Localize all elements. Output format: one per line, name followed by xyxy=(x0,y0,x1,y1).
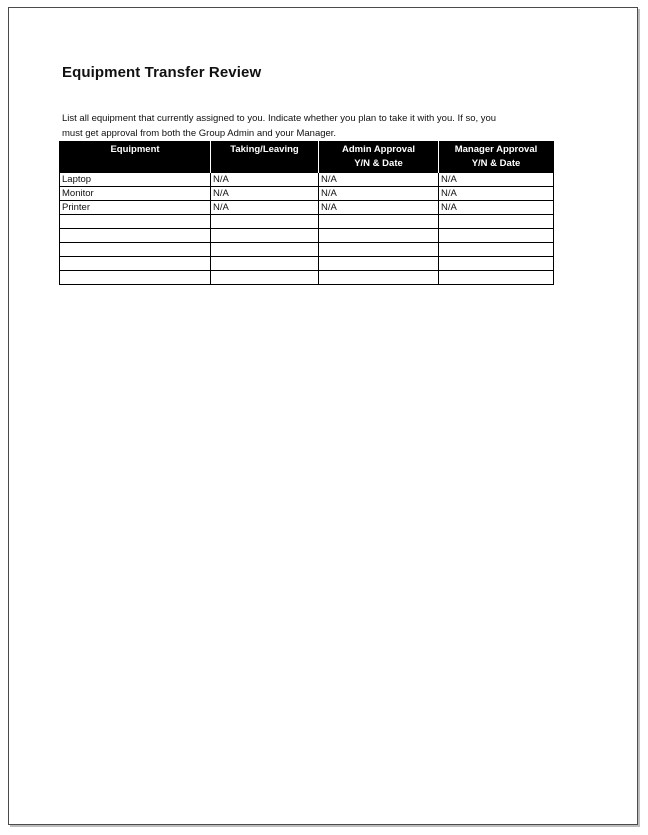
cell-taking-leaving[interactable] xyxy=(211,257,319,271)
cell-manager-approval[interactable] xyxy=(439,257,554,271)
instructions-line-1: List all equipment that currently assigned to you. Indicate whether you plan to take it with you. If so, you xyxy=(62,113,497,124)
cell-manager-approval[interactable] xyxy=(439,243,554,257)
header-manager-approval xyxy=(439,141,554,173)
header-equipment xyxy=(60,141,211,173)
cell-manager-approval[interactable] xyxy=(439,215,554,229)
cell-admin-approval[interactable] xyxy=(319,229,439,243)
cell-equipment[interactable] xyxy=(60,257,211,271)
cell-admin-approval[interactable] xyxy=(319,243,439,257)
header-admin-approval-label: Admin Approval xyxy=(341,144,415,155)
cell-taking-leaving[interactable]: N/A xyxy=(211,173,319,187)
document-title: Equipment Transfer Review xyxy=(62,64,262,81)
cell-admin-approval[interactable] xyxy=(319,257,439,271)
cell-taking-leaving[interactable]: N/A xyxy=(211,187,319,201)
cell-admin-approval[interactable] xyxy=(319,271,439,285)
cell-taking-leaving[interactable] xyxy=(211,243,319,257)
cell-equipment[interactable] xyxy=(60,243,211,257)
instructions-line-2: must get approval from both the Group Admin and your Manager. xyxy=(62,128,337,139)
header-equipment-label: Equipment xyxy=(110,144,160,155)
table-row xyxy=(60,201,554,215)
header-admin-approval xyxy=(319,141,439,173)
table-row xyxy=(60,271,554,285)
header-taking-leaving xyxy=(211,141,319,173)
cell-manager-approval[interactable]: N/A xyxy=(439,201,554,215)
table-row xyxy=(60,215,554,229)
header-taking-leaving-label: Taking/Leaving xyxy=(230,144,299,155)
cell-equipment[interactable] xyxy=(60,271,211,285)
cell-equipment[interactable] xyxy=(60,215,211,229)
document-page xyxy=(8,7,638,825)
cell-taking-leaving[interactable]: N/A xyxy=(211,201,319,215)
table-row xyxy=(60,173,554,187)
header-admin-approval-sublabel: Y/N & Date xyxy=(354,158,403,169)
table-header-row xyxy=(60,141,554,173)
cell-manager-approval[interactable]: N/A xyxy=(439,187,554,201)
table-row xyxy=(60,229,554,243)
cell-admin-approval[interactable]: N/A xyxy=(319,173,439,187)
table-row xyxy=(60,257,554,271)
cell-admin-approval[interactable]: N/A xyxy=(319,187,439,201)
table-row xyxy=(60,187,554,201)
table-row xyxy=(60,243,554,257)
cell-equipment[interactable]: Monitor xyxy=(60,187,211,201)
cell-manager-approval[interactable] xyxy=(439,271,554,285)
cell-equipment[interactable] xyxy=(60,229,211,243)
cell-taking-leaving[interactable] xyxy=(211,271,319,285)
header-manager-approval-sublabel: Y/N & Date xyxy=(471,158,521,169)
cell-taking-leaving[interactable] xyxy=(211,229,319,243)
cell-admin-approval[interactable]: N/A xyxy=(319,201,439,215)
cell-manager-approval[interactable]: N/A xyxy=(439,173,554,187)
instructions-text xyxy=(62,111,562,141)
cell-taking-leaving[interactable] xyxy=(211,215,319,229)
cell-equipment[interactable]: Printer xyxy=(60,201,211,215)
header-manager-approval-label: Manager Approval xyxy=(454,144,538,155)
cell-equipment[interactable]: Laptop xyxy=(60,173,211,187)
cell-admin-approval[interactable] xyxy=(319,215,439,229)
equipment-table xyxy=(59,141,554,285)
cell-manager-approval[interactable] xyxy=(439,229,554,243)
